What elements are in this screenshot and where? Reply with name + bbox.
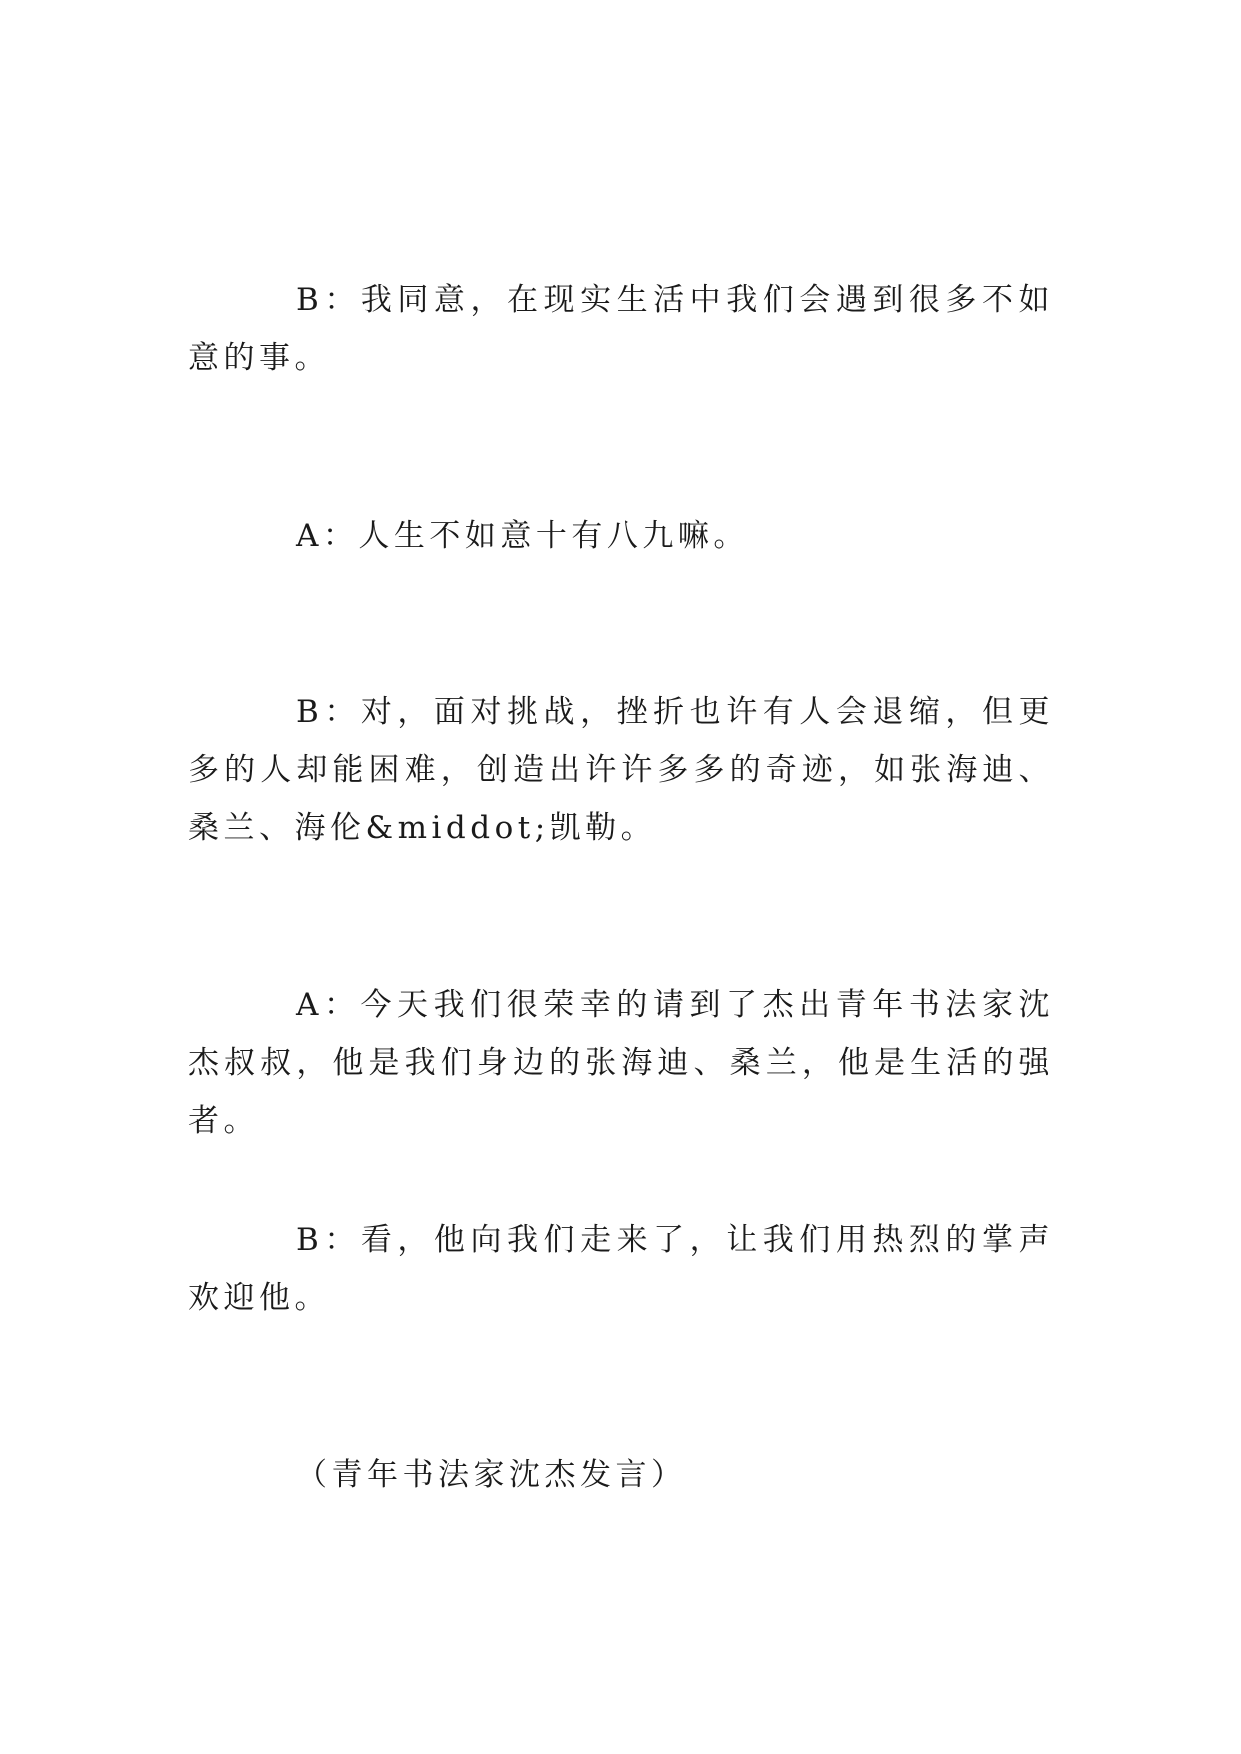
dialogue-paragraph: B：我同意，在现实生活中我们会遇到很多不如意的事。 <box>188 282 1054 376</box>
dialogue-paragraph: B：对，面对挑战，挫折也许有人会退缩，但更多的人却能困难，创造出许许多多的奇迹，如张海迪、桑兰、海伦&middot;凯勒。 <box>188 694 1054 846</box>
stage-direction: （青年书法家沈杰发言） <box>296 1457 687 1493</box>
dialogue-paragraph: A：人生不如意十有八九嘛。 <box>296 518 749 554</box>
dialogue-paragraph: A：今天我们很荣幸的请到了杰出青年书法家沈杰叔叔，他是我们身边的张海迪、桑兰，他是生活的强者。 <box>188 987 1054 1139</box>
dialogue-paragraph: B：看，他向我们走来了，让我们用热烈的掌声欢迎他。 <box>188 1222 1054 1316</box>
